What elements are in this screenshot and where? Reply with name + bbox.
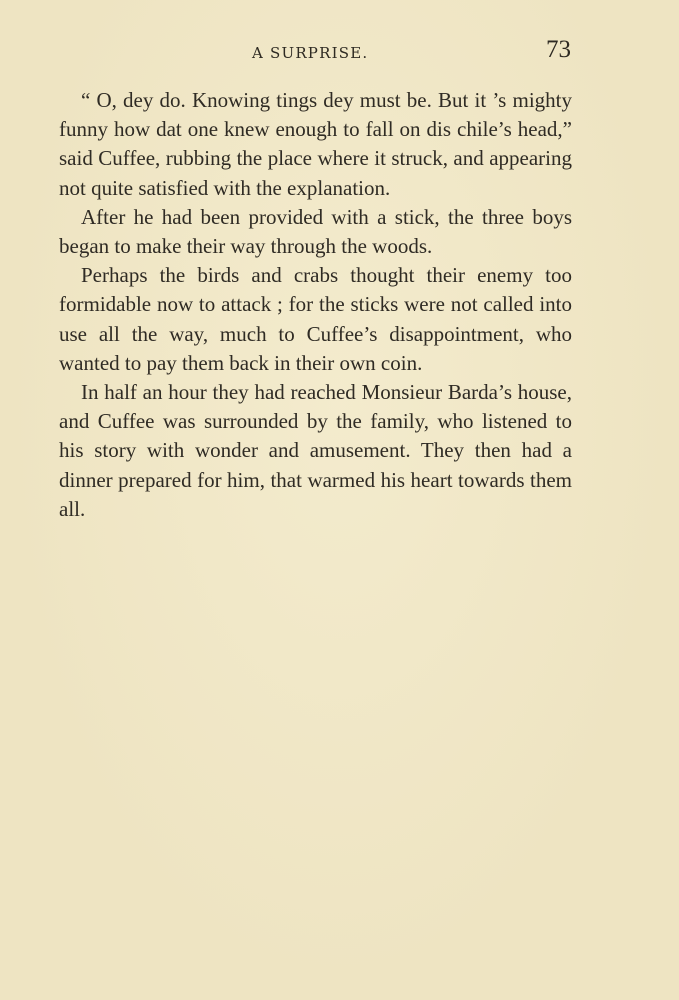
page-number: 73 bbox=[546, 36, 571, 63]
paragraph-1: “ O, dey do. Knowing tings dey must be. But it ’s mighty funny how dat one knew enough to fall on dis chile’s head,” said Cuffee, rubbing the place where it struck, and appearing not quite satisfied with the explanation. bbox=[59, 88, 572, 200]
paragraph-4: In half an hour they had reached Monsieur Barda’s house, and Cuffee was surrounded by the family, who listened to his story with wonder and amusement. They then had a dinner prepared for him, that warmed his heart towards them all. bbox=[59, 380, 572, 521]
paragraph-3: Perhaps the birds and crabs thought their enemy too formidable now to attack ; for the sticks were not called into use all the way, much to Cuffee’s disappointment, who wanted to pay them back in their own coin. bbox=[59, 263, 572, 375]
body-text bbox=[59, 86, 572, 524]
paragraph-2: After he had been provided with a stick, the three boys began to make their way through the woods. bbox=[59, 204, 572, 259]
running-head bbox=[0, 36, 679, 66]
chapter-title: A SURPRISE. bbox=[252, 44, 369, 62]
